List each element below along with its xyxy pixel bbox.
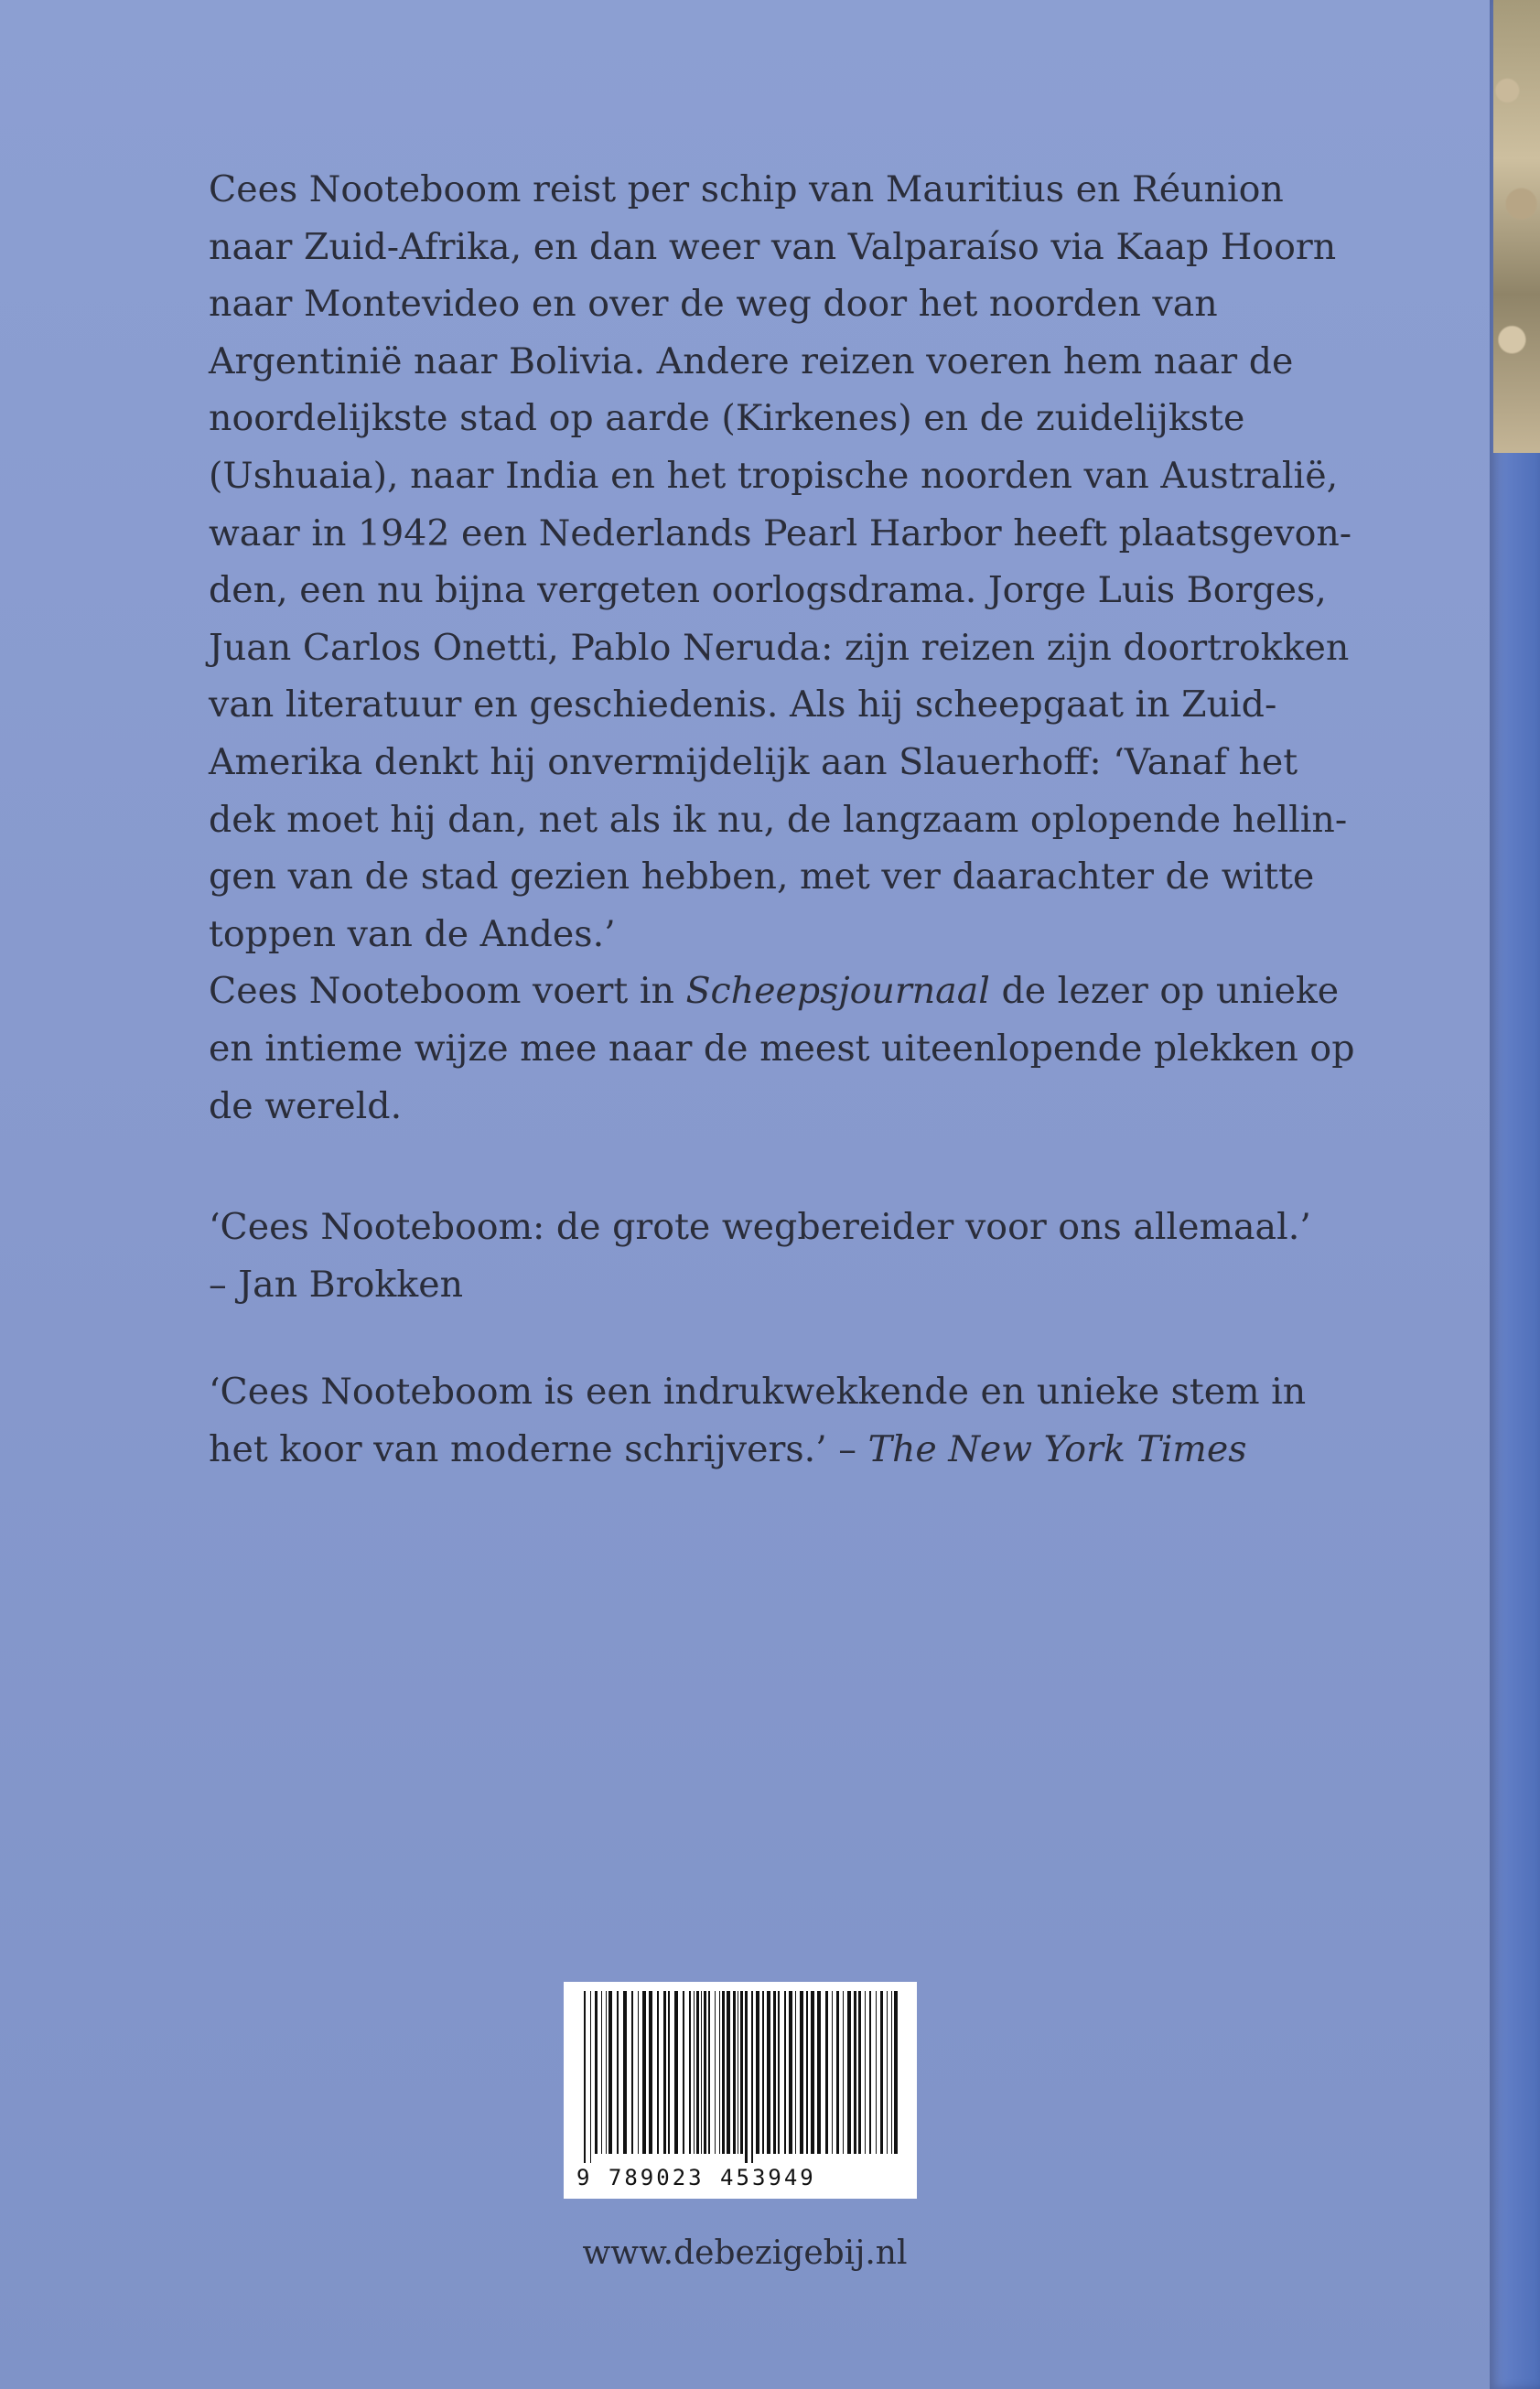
blurb-line: toppen van de Andes.’ (209, 912, 616, 955)
barcode-bar (733, 1991, 736, 2154)
barcode-bar (778, 1991, 780, 2154)
blurb-closing-line (209, 963, 1340, 1020)
blurb-line: gen van de stad gezien hebben, met ver daarachter de witte (209, 856, 1315, 899)
barcode-bar (789, 1991, 792, 2154)
barcode-bar (722, 1991, 725, 2154)
barcode-bar (865, 1991, 866, 2154)
barcode-bar (727, 1991, 730, 2154)
barcode-bar (832, 1991, 833, 2154)
blurb-line: Juan Carlos Onetti, Pablo Neruda: zijn reizen zijn doortrokken (209, 626, 1350, 669)
quote-text: ‘Cees Nooteboom is een indrukwekkende en unieke stem in (209, 1371, 1307, 1413)
barcode-bar (668, 1991, 670, 2154)
blurb-line: Amerika denkt hij onvermijdelijk aan Slauerhoff: ‘Vanaf het (209, 740, 1298, 783)
barcode-bar (617, 1991, 619, 2154)
barcode-bar (858, 1991, 861, 2154)
barcode-bar (894, 1991, 898, 2154)
barcode-bar (817, 1991, 821, 2154)
barcode-bar (631, 1991, 633, 2154)
barcode-bar (715, 1991, 716, 2154)
barcode-bar (811, 1991, 814, 2154)
quote-text-line2 (209, 1421, 1352, 1479)
barcode-bar (663, 1991, 666, 2154)
barcode-bar (800, 1991, 803, 2154)
barcode-bar (689, 1991, 691, 2154)
barcode-digits: 9 789023 453949 (576, 2165, 816, 2190)
barcode-bar (756, 1991, 759, 2154)
blurb-line: noordelijkste stad op aarde (Kirkenes) en de zuidelijkste (209, 397, 1245, 440)
barcode-bar (657, 1991, 659, 2154)
closing-text-after: de lezer op unieke (989, 970, 1340, 1013)
blurb-line: en intieme wijze mee naar de meest uiteenlopende plekken op (209, 1027, 1355, 1070)
blurb-line: Cees Nooteboom reist per schip van Mauritius en Réunion (209, 168, 1284, 210)
barcode-bar (740, 1991, 743, 2154)
barcode-bar (854, 1991, 856, 2154)
publisher-website[interactable]: www.debezigebij.nl (582, 2234, 908, 2272)
barcode-bar (806, 1991, 808, 2154)
barcode-bar (773, 1991, 776, 2154)
spine-photo-strip (1493, 0, 1540, 453)
blurb-line: van literatuur en geschiedenis. Als hij scheepgaat in Zuid- (209, 683, 1277, 726)
barcode-bar (876, 1991, 877, 2154)
barcode-bar (674, 1991, 678, 2154)
blurb-line: naar Zuid-Afrika, en dan weer van Valparaíso via Kaap Hoorn (209, 225, 1337, 268)
blurb-line: de wereld. (209, 1084, 403, 1127)
barcode-bar (847, 1991, 851, 2154)
barcode-bar (694, 1991, 695, 2154)
barcode-bar (584, 1991, 586, 2163)
barcode-bar (836, 1991, 839, 2154)
barcode-bar (608, 1991, 612, 2154)
barcode-bar (601, 1991, 602, 2154)
blurb-line: dek moet hij dan, net als ik nu, de langzaam oplopende hellin- (209, 798, 1348, 841)
barcode-bar (843, 1991, 844, 2154)
blurb-line: (Ushuaia), naar India en het tropische noorden van Australië, (209, 454, 1339, 497)
barcode-bar (642, 1991, 646, 2154)
barcode-bar (745, 1991, 748, 2163)
barcode-bar (704, 1991, 706, 2154)
blurb-line: den, een nu bijna vergeten oorlogsdrama. Jorge Luis Borges, (209, 569, 1327, 612)
blurb-line: waar in 1942 een Nederlands Pearl Harbor heeft plaatsgevon- (209, 511, 1352, 554)
barcode-bar (649, 1991, 652, 2154)
barcode-bar (887, 1991, 888, 2154)
barcode-bar (784, 1991, 786, 2154)
barcode-bar (891, 1991, 892, 2154)
barcode-bars (564, 1982, 917, 2165)
barcode-bar (719, 1991, 720, 2154)
barcode-bar (701, 1991, 702, 2154)
closing-text-before: Cees Nooteboom voert in (209, 970, 686, 1013)
barcode-bar (869, 1991, 871, 2154)
blurb-line: Argentinië naar Bolivia. Andere reizen voeren hem naar de (209, 339, 1294, 382)
barcode-bar (638, 1991, 639, 2154)
barcode-bar (696, 1991, 699, 2154)
quote-attribution: – Jan Brokken (209, 1263, 464, 1306)
book-title: Scheepsjournaal (685, 970, 990, 1013)
barcode-bar (590, 1991, 591, 2163)
blurb-line: naar Montevideo en over de weg door het noorden van (209, 283, 1218, 326)
barcode-bar (880, 1991, 883, 2154)
quote-jan-brokken (209, 1199, 1352, 1313)
barcode-bar (595, 1991, 598, 2154)
barcode-bar (795, 1991, 796, 2154)
barcode-bar (623, 1991, 627, 2154)
quote-new-york-times (209, 1363, 1352, 1478)
quote-text-end: het koor van moderne schrijvers.’ – (209, 1427, 868, 1470)
quote-source: The New York Times (867, 1427, 1247, 1470)
quote-text: ‘Cees Nooteboom: de grote wegbereider voor ons allemaal.’ (209, 1206, 1311, 1248)
barcode-bar (683, 1991, 684, 2154)
barcode-bar (767, 1991, 770, 2154)
blurb-text (209, 161, 1355, 1135)
barcode-bar (762, 1991, 764, 2154)
barcode-bar (606, 1991, 607, 2154)
barcode-bar (708, 1991, 710, 2154)
barcode-bar (751, 1991, 753, 2163)
barcode-bar (825, 1991, 828, 2154)
isbn-barcode (564, 1982, 917, 2199)
